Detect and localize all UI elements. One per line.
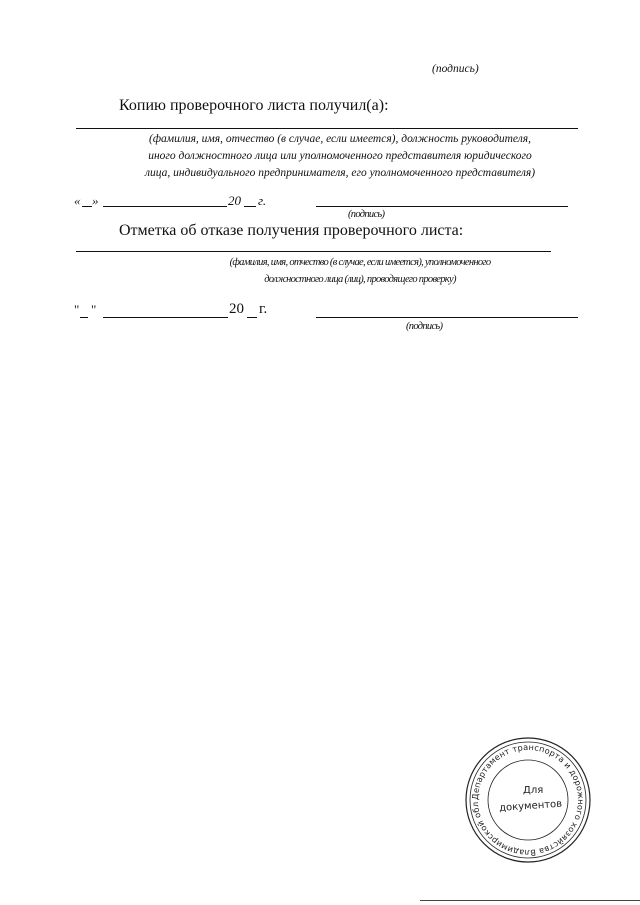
receipt-year-line bbox=[244, 206, 256, 207]
refusal-date-open-quote: " bbox=[74, 302, 80, 317]
receipt-day-line bbox=[82, 206, 92, 207]
receipt-date-open-quote: « bbox=[74, 193, 81, 208]
stamp-seal-graphic bbox=[463, 735, 593, 865]
refusal-month-line bbox=[103, 317, 228, 318]
stamp-center-line-1: Для bbox=[523, 785, 544, 796]
receipt-name-line bbox=[76, 128, 578, 129]
refusal-caption-line-1: (фамилия, имя, отчество (в случае, если имеется), уполномоченного bbox=[229, 257, 491, 268]
top-signature-caption: (подпись) bbox=[432, 63, 479, 75]
stamp-ring-text: Департамент транспорта и дорожного хозяйства Владимирской обл bbox=[469, 741, 587, 859]
refusal-day-line bbox=[80, 317, 88, 318]
scan-edge-line bbox=[420, 900, 640, 901]
refusal-date-close-quote: " bbox=[91, 302, 97, 317]
refusal-signature-caption: (подпись) bbox=[406, 321, 443, 332]
refusal-year-line bbox=[247, 317, 257, 318]
receipt-caption-line-3: лица, индивидуального предпринимателя, его уполномоченного представителя) bbox=[144, 167, 536, 179]
refusal-caption-line-2: должностного лица (лиц), проводящего проверку) bbox=[264, 274, 456, 285]
stamp-center-line-2: документов bbox=[498, 798, 563, 815]
receipt-caption bbox=[100, 131, 580, 182]
receipt-date-close-quote: » bbox=[92, 193, 99, 208]
receipt-signature-caption: (подпись) bbox=[348, 209, 385, 220]
receipt-caption-line-2: иного должностного лица или уполномоченного представителя юридического bbox=[148, 150, 532, 162]
refusal-heading: Отметка об отказе получения проверочного листа: bbox=[119, 222, 464, 239]
refusal-signature-line bbox=[316, 317, 578, 318]
refusal-year-prefix: 20 bbox=[229, 301, 244, 317]
round-stamp bbox=[463, 735, 593, 865]
refusal-caption bbox=[185, 254, 535, 288]
refusal-name-line bbox=[76, 251, 551, 252]
receipt-caption-line-1: (фамилия, имя, отчество (в случае, если имеется), должность руководителя, bbox=[148, 133, 531, 145]
receipt-heading: Копию проверочного листа получил(а): bbox=[119, 97, 389, 114]
refusal-year-suffix: г. bbox=[259, 301, 268, 317]
receipt-year-prefix: 20 bbox=[228, 193, 241, 208]
receipt-year-suffix: г. bbox=[258, 193, 267, 208]
receipt-month-line bbox=[103, 206, 227, 207]
